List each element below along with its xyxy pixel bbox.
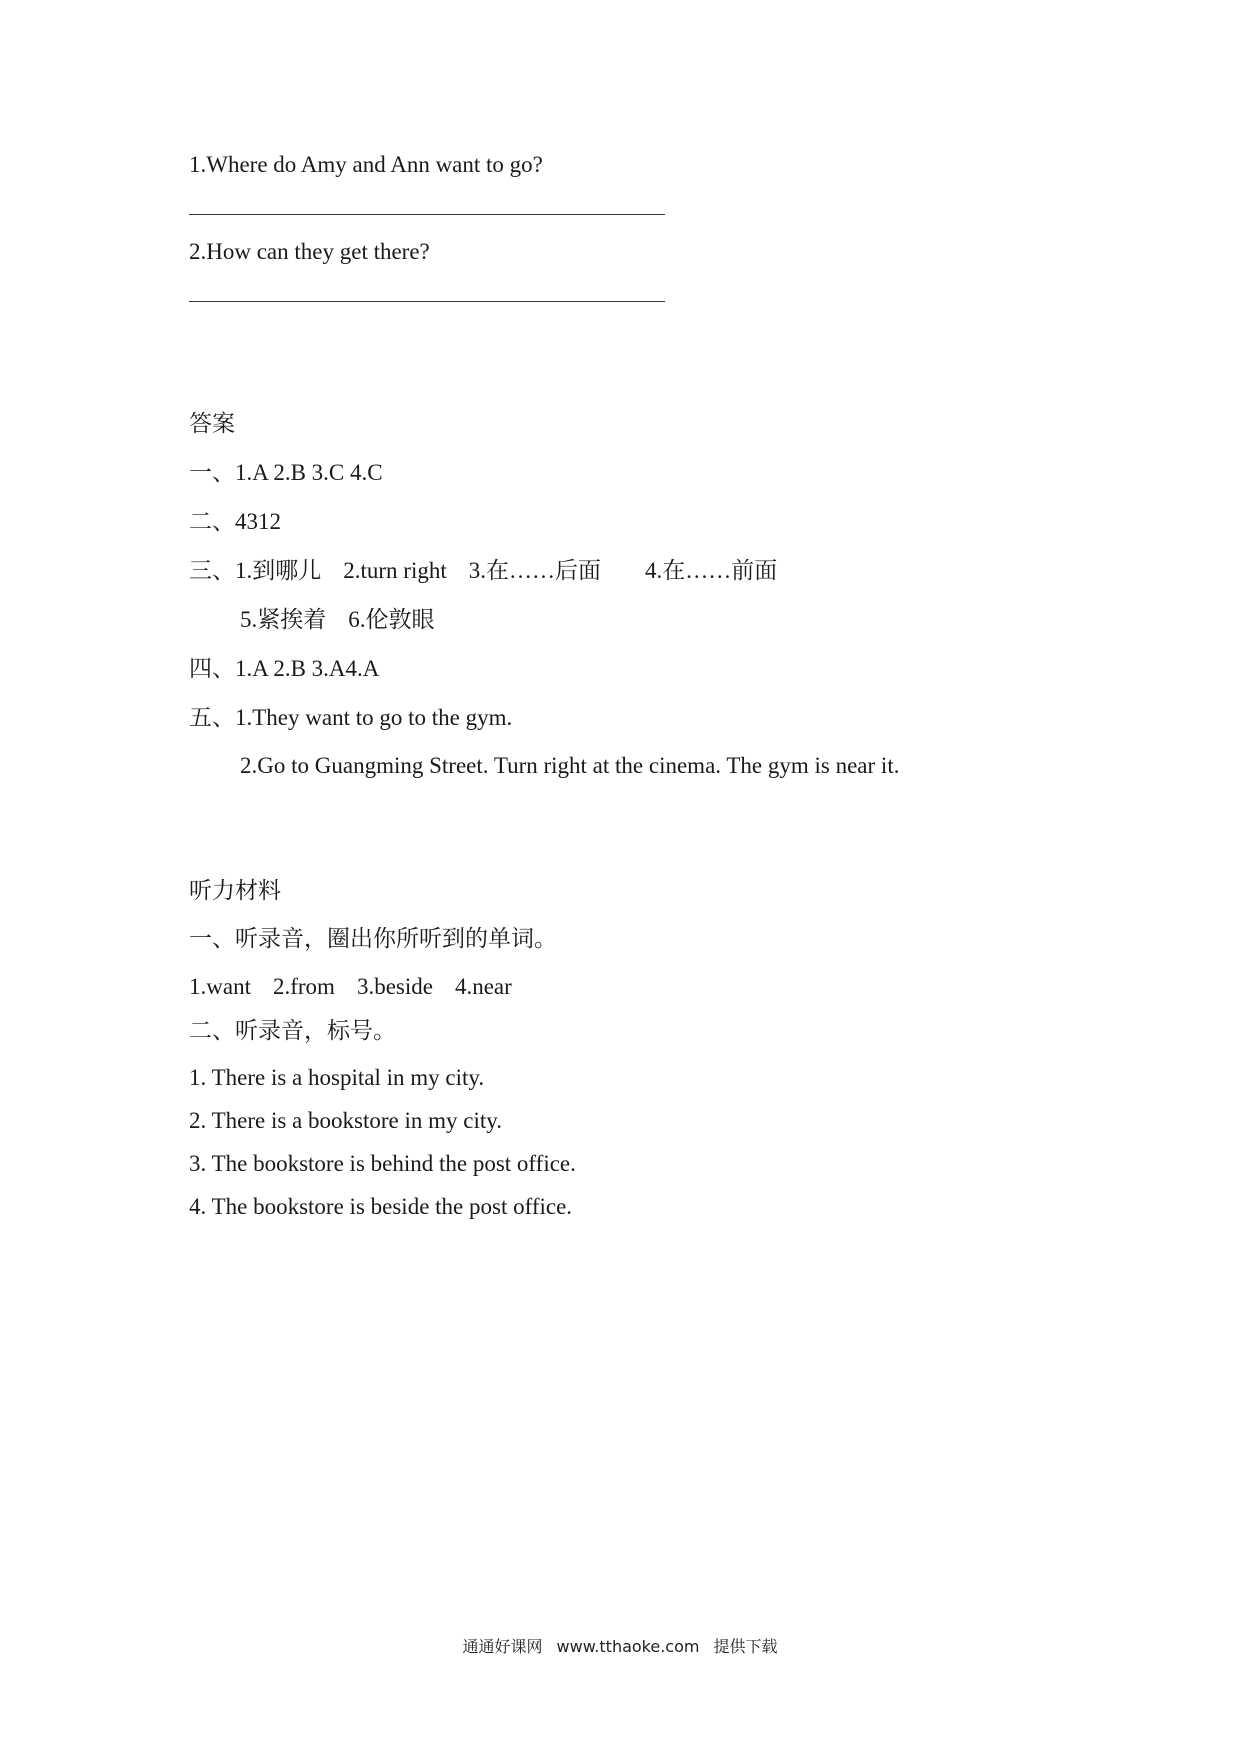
answer-section-3-cont <box>240 605 435 635</box>
answer-line-1 <box>189 214 665 215</box>
answer-section-2 <box>189 507 281 537</box>
answers-heading: 答案 <box>189 411 235 436</box>
footer-watermark <box>0 1636 1240 1658</box>
word-item: 2.from <box>272 974 335 999</box>
section-text: 1.A 2.B 3.C 4.C <box>235 460 383 485</box>
answer-line-2 <box>189 301 665 302</box>
question-2: 2.How can they get there? <box>189 239 430 264</box>
section-text: 4312 <box>235 509 281 534</box>
answer-section-5-cont: 2.Go to Guangming Street. Turn right at the cinema. The gym is near it. <box>240 753 900 778</box>
section-number: 一、 <box>189 460 235 485</box>
listening-sentence: 4. The bookstore is beside the post office. <box>189 1194 573 1219</box>
section-number: 四、 <box>189 656 235 681</box>
footer-url[interactable]: www.tthaoke.com <box>556 1637 700 1656</box>
answer-item: 6.伦敦眼 <box>348 607 435 632</box>
answer-item: 5.紧挨着 <box>240 607 327 632</box>
answer-item: 4.在……前面 <box>645 558 778 583</box>
listening-heading: 听力材料 <box>189 878 281 903</box>
listening-part-1-title: 一、听录音，圈出你所听到的单词。 <box>189 926 557 951</box>
listening-sentence: 2. There is a bookstore in my city. <box>189 1108 502 1133</box>
answer-section-5 <box>189 703 512 733</box>
answer-item: 3.在……后面 <box>468 558 601 583</box>
footer-suffix: 提供下载 <box>713 1637 778 1656</box>
word-item: 3.beside <box>356 974 433 999</box>
answer-item: 1.到哪儿 <box>235 558 322 583</box>
listening-part-1-words <box>189 972 512 1002</box>
word-item: 4.near <box>454 974 512 999</box>
footer-brand: 通通好课网 <box>462 1637 543 1656</box>
section-number: 三、 <box>189 558 235 583</box>
listening-part-2-title: 二、听录音，标号。 <box>189 1018 396 1043</box>
question-1: 1.Where do Amy and Ann want to go? <box>189 152 543 177</box>
listening-sentence: 3. The bookstore is behind the post office. <box>189 1151 576 1176</box>
listening-sentence: 1. There is a hospital in my city. <box>189 1065 485 1090</box>
section-text: 1.A 2.B 3.A4.A <box>235 656 380 681</box>
answer-item: 2.turn right <box>343 558 447 583</box>
word-item: 1.want <box>189 974 251 999</box>
section-number: 二、 <box>189 509 235 534</box>
section-text: 1.They want to go to the gym. <box>235 705 513 730</box>
answer-section-3 <box>189 556 777 586</box>
section-number: 五、 <box>189 705 235 730</box>
answer-section-1 <box>189 458 383 488</box>
answer-section-4 <box>189 654 379 684</box>
